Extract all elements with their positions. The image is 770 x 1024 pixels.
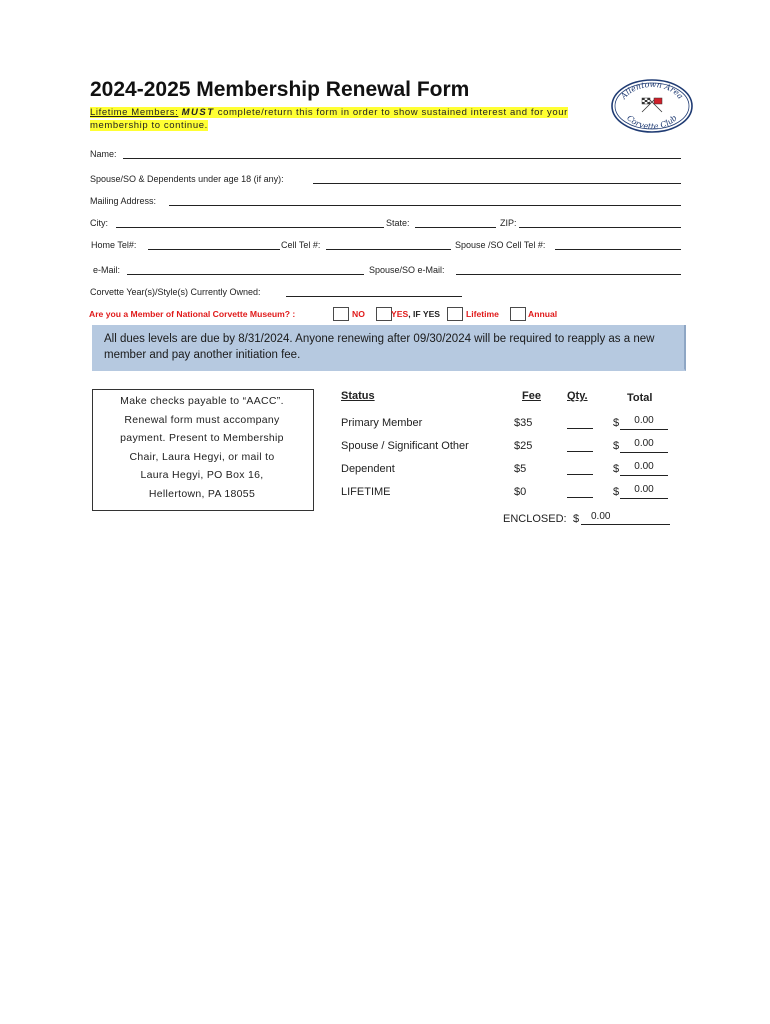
museum-if-yes-label: , IF YES — [408, 309, 441, 319]
state-field[interactable] — [415, 227, 496, 228]
form-title: 2024-2025 Membership Renewal Form — [90, 78, 470, 101]
fee-cell: $25 — [514, 440, 533, 452]
currency-sign: $ — [613, 463, 620, 475]
museum-no-checkbox[interactable] — [333, 307, 349, 321]
zip-label: ZIP: — [500, 218, 517, 228]
spouse-email-label: Spouse/SO e-Mail: — [369, 265, 445, 275]
total-value: 0.00 — [620, 438, 668, 453]
status-cell: Primary Member — [341, 417, 423, 429]
museum-annual-label: Annual — [528, 309, 558, 319]
qty-input[interactable] — [567, 497, 593, 498]
enclosed-total: 0.00 — [581, 511, 670, 525]
qty-input[interactable] — [567, 428, 593, 429]
name-label: Name: — [90, 149, 117, 159]
corvette-field[interactable] — [286, 296, 462, 297]
note-prefix: Lifetime Members: — [90, 107, 179, 118]
fee-cell: $35 — [514, 417, 533, 429]
museum-question: Are you a Member of National Corvette Museum? : — [89, 309, 296, 319]
note-must: MUST — [181, 107, 215, 118]
spouse-cell-label: Spouse /SO Cell Tel #: — [455, 240, 546, 250]
status-header: Status — [341, 390, 375, 402]
payment-instructions — [94, 392, 310, 503]
mailing-field[interactable] — [169, 205, 681, 206]
total-value: 0.00 — [620, 415, 668, 430]
total-value: 0.00 — [620, 484, 668, 499]
city-field[interactable] — [116, 227, 384, 228]
logo-top-text: Allentown Area — [619, 79, 686, 101]
currency-sign: $ — [613, 417, 620, 429]
payment-line: Laura Hegyi, PO Box 16, — [140, 469, 264, 481]
status-cell: Spouse / Significant Other — [341, 440, 469, 452]
note-rest: complete/return this form in order to show sustained interest and for your membership to continue. — [90, 107, 568, 131]
museum-lifetime-checkbox[interactable] — [447, 307, 463, 321]
spouse-email-field[interactable] — [456, 274, 681, 275]
qty-header: Qty. — [567, 390, 588, 402]
payment-line: Make checks payable to “AACC”. — [120, 395, 284, 407]
home-tel-field[interactable] — [148, 249, 280, 250]
dues-notice-text: All dues levels are due by 8/31/2024. Anyone renewing after 09/30/2024 will be required to reapply as a new member and pay another initiation fee. — [104, 333, 655, 361]
cell-tel-label: Cell Tel #: — [281, 240, 321, 250]
mailing-label: Mailing Address: — [90, 196, 157, 206]
city-label: City: — [90, 218, 108, 228]
home-tel-label: Home Tel#: — [91, 240, 137, 250]
enclosed-currency: $ — [573, 513, 580, 525]
logo-bottom-text: Corvette Club — [625, 113, 679, 132]
currency-sign: $ — [613, 440, 620, 452]
enclosed-label: ENCLOSED: — [503, 513, 567, 525]
email-field[interactable] — [127, 274, 364, 275]
status-cell: LIFETIME — [341, 486, 391, 498]
qty-input[interactable] — [567, 451, 593, 452]
fee-cell: $0 — [514, 486, 527, 498]
museum-annual-checkbox[interactable] — [510, 307, 526, 321]
currency-sign: $ — [613, 486, 620, 498]
total-value: 0.00 — [620, 461, 668, 476]
total-header: Total — [627, 392, 653, 404]
spouse-label: Spouse/SO & Dependents under age 18 (if any): — [90, 174, 284, 184]
zip-field[interactable] — [519, 227, 681, 228]
club-logo — [610, 78, 694, 134]
museum-yes-label: YES — [391, 309, 409, 319]
payment-line: Hellertown, PA 18055 — [148, 487, 256, 500]
museum-no-label: NO — [352, 309, 365, 319]
museum-yes-checkbox[interactable] — [376, 307, 392, 321]
payment-line: Chair, Laura Hegyi, or mail to — [129, 450, 275, 463]
cell-tel-field[interactable] — [326, 249, 451, 250]
name-field[interactable] — [123, 158, 681, 159]
fee-cell: $5 — [514, 463, 527, 475]
corvette-label: Corvette Year(s)/Style(s) Currently Owned: — [90, 287, 261, 297]
lifetime-note — [90, 106, 600, 132]
payment-line: Renewal form must accompany — [124, 413, 280, 426]
status-cell: Dependent — [341, 463, 395, 475]
museum-lifetime-label: Lifetime — [466, 309, 499, 319]
qty-input[interactable] — [567, 474, 593, 475]
spouse-field[interactable] — [313, 183, 681, 184]
state-label: State: — [386, 218, 410, 228]
spouse-cell-field[interactable] — [555, 249, 681, 250]
email-label: e-Mail: — [93, 265, 121, 275]
fee-header: Fee — [522, 390, 541, 402]
payment-line: payment. Present to Membership — [120, 432, 284, 444]
